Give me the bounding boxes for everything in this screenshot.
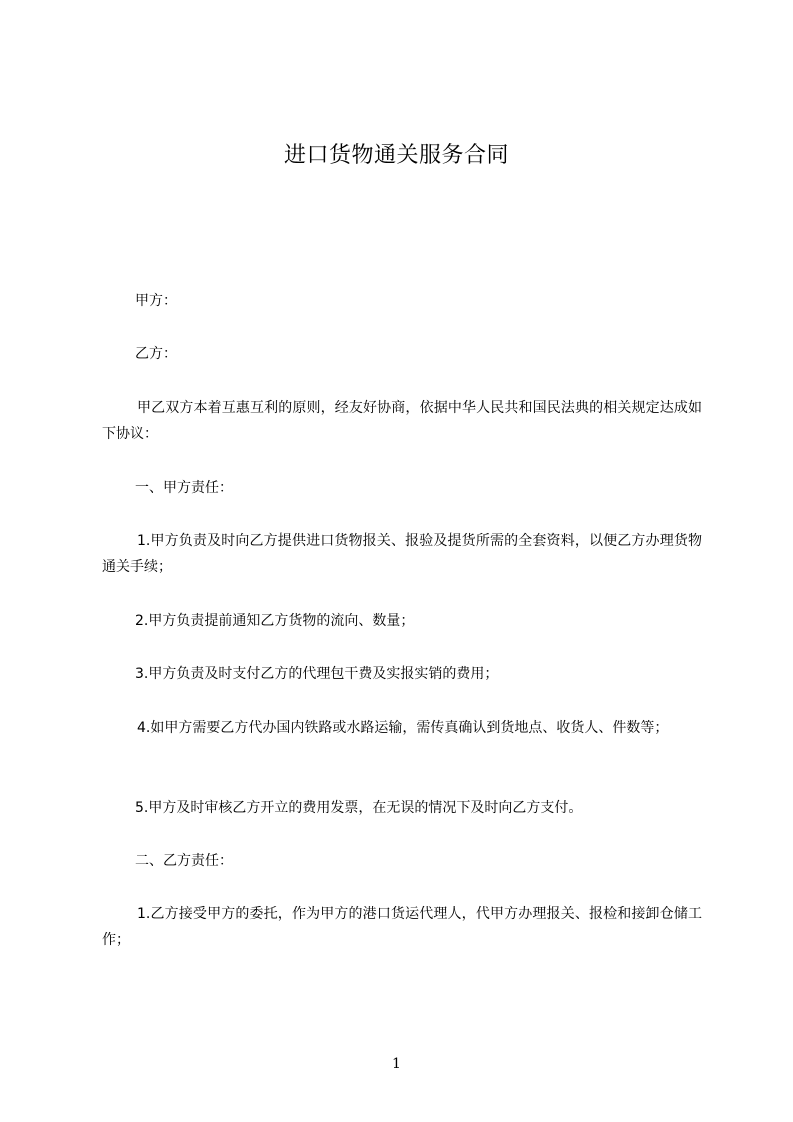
section-a-item-2: 2.甲方负责提前通知乙方货物的流向、数量； [135, 613, 415, 629]
section-a-heading: 一、甲方责任： [135, 480, 233, 496]
page-number: 1 [392, 1056, 401, 1072]
party-a-label: 甲方： [135, 293, 177, 309]
party-b-label: 乙方： [135, 346, 177, 362]
section-a-item-3: 3.甲方负责及时支付乙方的代理包干费及实报实销的费用； [135, 666, 499, 682]
section-b-item-1: 1.乙方接受甲方的委托，作为甲方的港口货运代理人，代甲方办理报关、报检和接卸仓储工作； [102, 906, 702, 948]
document-title: 进口货物通关服务合同 [283, 143, 509, 168]
section-a-item-4: 4.如甲方需要乙方代办国内铁路或水路运输，需传真确认到货地点、收货人、件数等； [137, 720, 669, 736]
section-b-heading: 二、乙方责任： [135, 853, 233, 869]
section-a-item-5: 5.甲方及时审核乙方开立的费用发票，在无误的情况下及时向乙方支付。 [135, 800, 583, 816]
section-a-item-1: 1.甲方负责及时向乙方提供进口货物报关、报验及提货所需的全套资料，以便乙方办理货物通关手续； [102, 533, 702, 575]
preamble-paragraph: 甲乙双方本着互惠互利的原则，经友好协商，依据中华人民共和国民法典的相关规定达成如下协议： [102, 400, 702, 442]
